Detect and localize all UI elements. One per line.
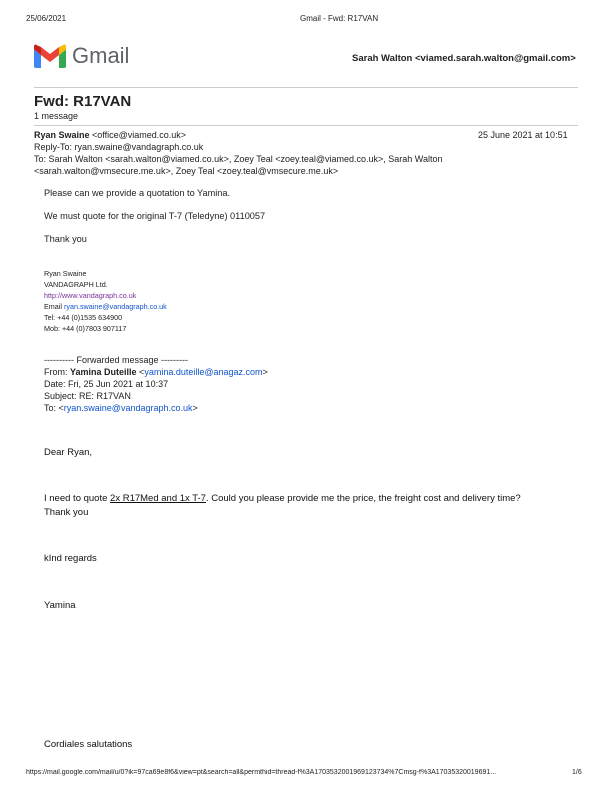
request-pre: I need to quote <box>44 493 111 504</box>
print-title: Gmail - Fwd: R17VAN <box>300 14 379 23</box>
to-line-2: <sarah.walton@vmsecure.me.uk>, Zoey Teal <zoey.teal@vmsecure.me.uk> <box>34 166 339 176</box>
closing: Cordiales salutations <box>44 739 133 750</box>
greeting: Dear Ryan, <box>44 447 93 458</box>
forwarded-from-email-link[interactable]: yamina.duteille@anagaz.com <box>144 367 263 377</box>
print-date: 25/06/2021 <box>26 14 67 23</box>
signature-email-link[interactable]: ryan.swaine@vandagraph.co.uk <box>63 302 167 311</box>
forwarded-to-label: To: <box>44 403 57 413</box>
body-line: We must quote for the original T-7 (Teledyne) 0110057 <box>44 211 266 221</box>
message-from <box>34 130 186 141</box>
account-email: Sarah Walton <viamed.sarah.walton@gmail.com> <box>352 53 576 64</box>
forwarded-from-name: Yamina Duteille <box>70 367 137 377</box>
message-date: 25 June 2021 at 10:51 <box>478 130 568 140</box>
signature-name: Ryan Swaine <box>44 269 87 278</box>
forwarded-from: From: Yamina Duteille <yamina.duteille@anagaz.com> <box>44 367 268 377</box>
forwarded-thanks: Thank you <box>44 507 89 518</box>
signature-email-label: Email <box>44 302 62 311</box>
request-line <box>44 493 521 504</box>
signature-mob: Mob: +44 (0)7803 907117 <box>44 324 127 333</box>
forwarded-date: Date: Fri, 25 Jun 2021 at 10:37 <box>44 379 169 389</box>
to-line-1: To: Sarah Walton <sarah.walton@viamed.co.uk>, Zoey Teal <zoey.teal@viamed.co.uk>, Sarah Walton <box>34 154 443 164</box>
regards: kInd regards <box>44 553 97 564</box>
print-url: https://mail.google.com/mail/u/0?ik=97ca69e8f6&view=pt&search=all&permthid=thread-f%3A1703532001969123734%7Cmsg-f%3A17035320019691... <box>26 769 497 776</box>
reply-to: Reply-To: ryan.swaine@vandagraph.co.uk <box>34 142 204 152</box>
signature-website-link[interactable]: http://www.vandagraph.co.uk <box>44 291 137 300</box>
forwarded-separator: ---------- Forwarded message --------- <box>44 355 188 365</box>
divider-mid <box>34 125 578 126</box>
body-line: Thank you <box>44 234 87 244</box>
forwarded-to-email-link[interactable]: ryan.swaine@vandagraph.co.uk <box>63 403 193 413</box>
forwarded-from-label: From: <box>44 367 68 377</box>
forwarded-to: To: <ryan.swaine@vandagraph.co.uk> <box>44 403 198 413</box>
request-items: 2x R17Med and 1x T-7 <box>110 493 206 504</box>
signature-email <box>44 302 167 311</box>
sender-email: <office@viamed.co.uk> <box>92 130 187 140</box>
signature-company: VANDAGRAPH Ltd. <box>44 280 108 289</box>
sender-name: Ryan Swaine <box>34 130 90 140</box>
divider-top <box>34 87 578 88</box>
message-count: 1 message <box>34 111 79 121</box>
gmail-logo-text: Gmail <box>72 43 130 68</box>
signature-tel: Tel: +44 (0)1535 634900 <box>44 313 123 322</box>
forwarded-subject: Subject: RE: R17VAN <box>44 391 131 401</box>
gmail-logo-icon <box>34 44 66 68</box>
sender-first-name: Yamina <box>44 600 76 611</box>
page-number: 1/6 <box>572 769 582 776</box>
request-post: . Could you please provide me the price, the freight cost and delivery time? <box>205 493 521 504</box>
body-line: Please can we provide a quotation to Yamina. <box>44 188 231 198</box>
thread-subject: Fwd: R17VAN <box>34 93 132 110</box>
